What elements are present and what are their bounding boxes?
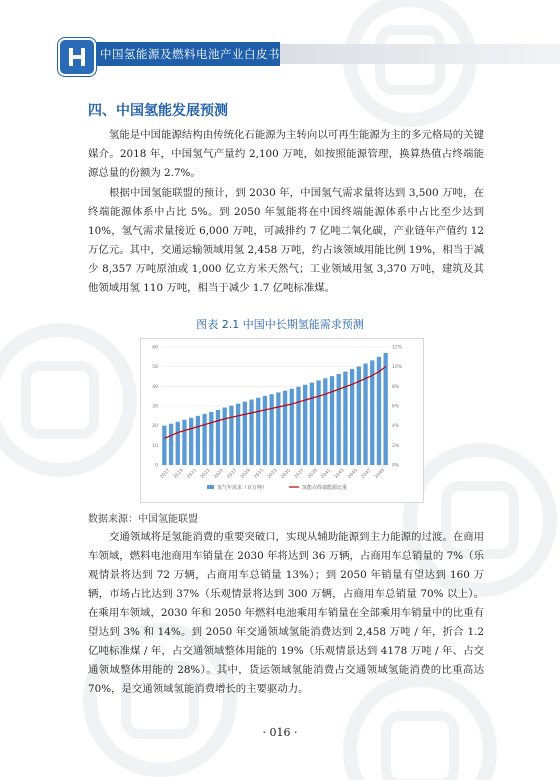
demand-bar <box>249 400 253 465</box>
x-tick-label: 2047 <box>360 468 373 480</box>
demand-bar <box>223 408 227 465</box>
demand-bar <box>196 416 200 465</box>
demand-bar <box>343 372 347 465</box>
x-tick-label: 2027 <box>226 468 239 480</box>
data-source-note: 数据来源：中国氢能联盟 <box>88 514 198 525</box>
y-left-tick-label: 50 <box>152 365 158 371</box>
demand-bar <box>270 394 274 465</box>
x-tick-label: 2031 <box>253 468 266 480</box>
figure-title: 图表 2.1 中国中长期氢能需求预测 <box>196 318 364 331</box>
y-right-tick-label: 10% <box>392 365 403 371</box>
demand-bar <box>276 392 280 465</box>
y-right-tick-label: 2% <box>392 443 400 449</box>
demand-bar <box>263 396 267 465</box>
y-left-tick-label: 30 <box>152 404 158 410</box>
y-right-tick-label: 12% <box>392 345 403 351</box>
demand-bar <box>182 420 186 465</box>
demand-bar <box>296 387 300 465</box>
paragraph-1: 氢能是中国能源结构由传统化石能源为主转向以可再生能源为主的多元格局的关键媒介。2018 年，中国氢气产量约 2,100 万吨，如按照能源管理，换算热值占终端能源总量的份额为 2.7%。 <box>88 129 484 179</box>
y-left-tick-label: 0 <box>155 463 158 469</box>
x-tick-label: 2041 <box>320 468 333 480</box>
legend-label-bar: 氢气年需求（百万吨） <box>217 485 268 491</box>
x-tick-label: 2023 <box>199 468 212 480</box>
demand-bar <box>283 391 287 465</box>
demand-bar <box>323 378 327 465</box>
demand-bar <box>310 383 314 465</box>
demand-bar <box>216 410 220 465</box>
demand-bar <box>330 376 334 465</box>
header-title: 中国氢能源及燃料电池产业白皮书 <box>100 47 280 61</box>
y-left-tick-label: 10 <box>152 443 158 449</box>
demand-bar <box>316 380 320 465</box>
demand-bar <box>162 426 166 465</box>
y-left-tick-label: 20 <box>152 424 158 430</box>
demand-bar <box>243 402 247 465</box>
demand-bar <box>189 418 193 465</box>
demand-bar <box>236 404 240 465</box>
demand-bar <box>229 406 233 465</box>
y-left-tick-label: 60 <box>152 345 158 351</box>
x-tick-label: 2029 <box>240 468 252 480</box>
y-right-tick-label: 6% <box>392 404 400 410</box>
x-tick-label: 2043 <box>333 468 346 480</box>
x-tick-label: 2049 <box>374 468 386 480</box>
legend-label-line: 氢能占终端能源比重 <box>302 485 348 491</box>
x-tick-label: 2021 <box>186 468 199 480</box>
section-title: 四、中国氢能发展预测 <box>88 103 228 119</box>
page-header <box>0 38 560 68</box>
demand-bar <box>384 353 388 465</box>
y-right-tick-label: 4% <box>392 424 400 430</box>
y-right-tick-label: 8% <box>392 384 400 390</box>
x-tick-label: 2033 <box>266 468 279 480</box>
paragraph-2: 根据中国氢能联盟的预计，到 2030 年，中国氢气需求量将达到 3,500 万吨，在终端能源体系中占比 5%。到 2050 年氢能将在中国终端能源体系中占比至少达到 10%，氢气需求量接近 6,000 万吨，可减排约 7 亿吨二氧化碳，产业链年产值约 12 万亿元。其中，交通运输领域用氢 2,458 万吨，约占该领域用能比例 19%，相当于减少 8,357 万吨原油或 1,000 亿立方米天然气；工业领域用氢 3,370 万吨，建筑及其他领域用氢 110 万吨，相当于减少 1.7 亿吨标准煤。 <box>88 187 484 294</box>
y-left-tick-label: 40 <box>152 384 158 390</box>
legend-swatch-bar <box>207 485 214 489</box>
demand-bar <box>176 422 180 465</box>
x-tick-label: 2017 <box>159 468 172 480</box>
demand-bar <box>169 424 173 465</box>
demand-bar <box>303 385 307 465</box>
demand-bar <box>337 374 341 465</box>
x-tick-label: 2025 <box>213 468 225 480</box>
x-tick-label: 2019 <box>173 468 185 480</box>
demand-bar <box>256 398 260 465</box>
alliance-logo-icon <box>58 38 96 76</box>
x-tick-label: 2039 <box>307 468 319 480</box>
page-number: · 016 · <box>262 726 298 739</box>
demand-bar <box>202 414 206 465</box>
paragraph-3: 交通领域将是氢能消费的重要突破口，实现从辅助能源到主力能源的过渡。在商用车领域，燃料电池商用车销量在 2030 年将达到 36 万辆，占商用车总销量的 7%（乐观情景将达到 72 万辆，占商用车总销量 13%）；到 2050 年销量有望达到 160 万辆，市场占比达到 37%（乐观情景将达到 300 万辆，占商用车总销量 70% 以上）。在乘用车领域，2030 年和 2050 年燃料电池乘用车销量在全部乘用车销量中的比重有望达到 3% 和 14%。到 2050 年交通领域氢能消费达到 2,458 万吨 / 年，折合 1.2 亿吨标准煤 / 年，占交通领域整体用能的 19%（乐观情景达到 4178 万吨 / 年、占交通领域整体用能的 28%）。其中，货运领域氢能消费占交通领域氢能消费的比重高达 70%，是交通领域氢能消费增长的主要驱动力。 <box>88 531 484 695</box>
x-tick-label: 2037 <box>293 468 306 480</box>
y-right-tick-label: 0% <box>392 463 400 469</box>
x-tick-label: 2035 <box>280 468 292 480</box>
demand-bar <box>209 412 213 465</box>
x-tick-label: 2045 <box>347 468 359 480</box>
hydrogen-demand-chart <box>140 338 424 503</box>
demand-bar <box>290 389 294 465</box>
chart-svg <box>141 339 423 502</box>
